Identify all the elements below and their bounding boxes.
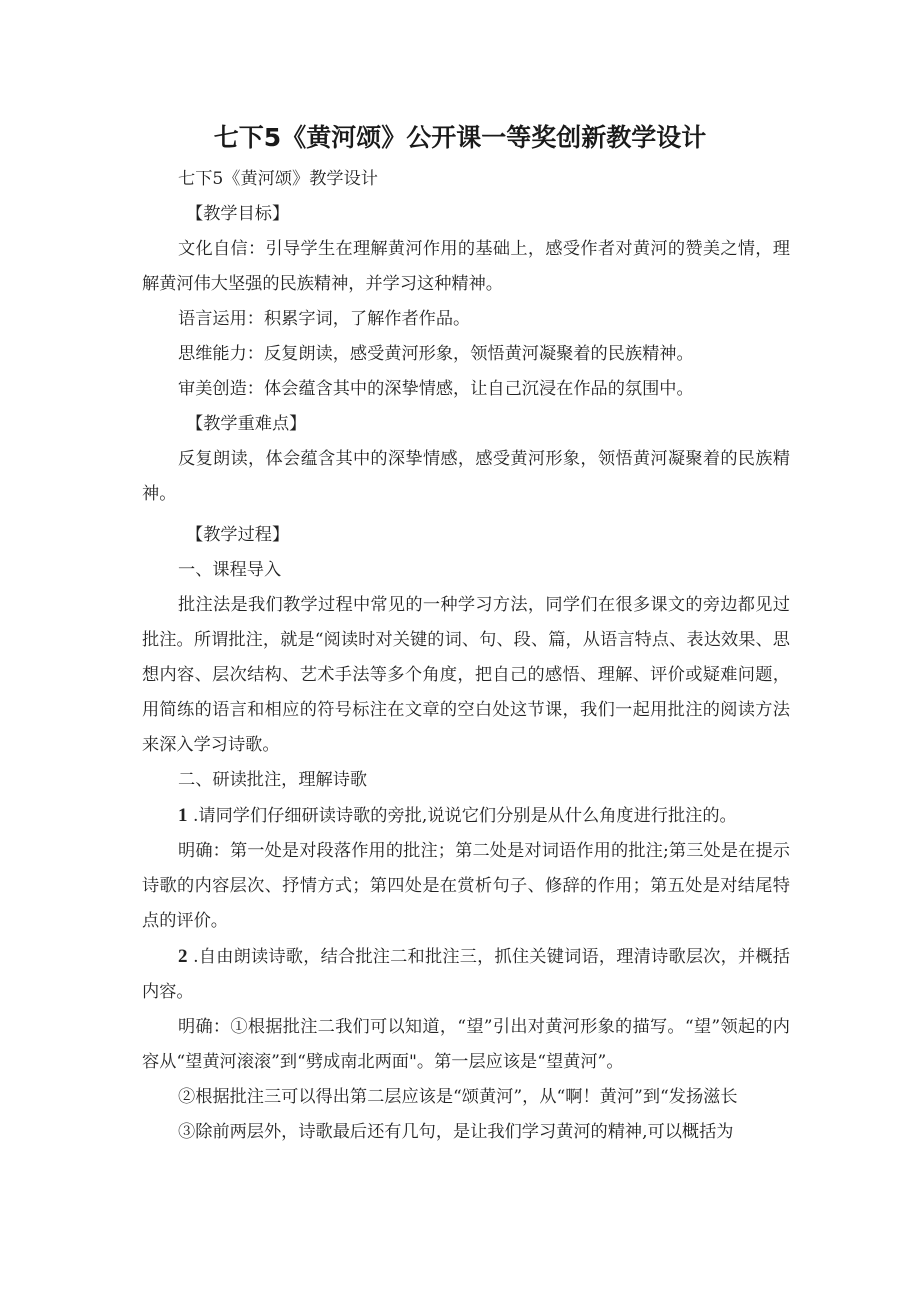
question-2-answer-3: ③除前两层外，诗歌最后还有几句，是让我们学习黄河的精神,可以概括为 (178, 1122, 734, 1142)
heading-key-points: 【教学重难点】 (186, 414, 307, 434)
goal-thinking: 思维能力：反复朗读，感受黄河形象，领悟黄河凝聚着的民族精神。 (178, 344, 694, 364)
question-2-answer-2: ②根据批注三可以得出第二层应该是“颂黄河”，从“啊！黄河”到“发扬滋长 (178, 1087, 738, 1107)
question-2-text: .自由朗读诗歌，结合批注二和批注三，抓住关键词语，理清诗歌层次，并概括内容。 (142, 947, 790, 1002)
question-2 (142, 939, 790, 1010)
goal-language: 语言运用：积累字词，了解作者作品。 (178, 309, 471, 329)
key-points-text: 反复朗读，体会蕴含其中的深挚情感，感受黄河形象，领悟黄河凝聚着的民族精神。 (142, 449, 790, 504)
goal-aesthetic: 审美创造：体会蕴含其中的深挚情感，让自己沉浸在作品的氛围中。 (178, 379, 694, 399)
document-body (142, 162, 790, 1150)
heading-process: 【教学过程】 (186, 525, 290, 545)
document-title: 七下5《黄河颂》公开课一等奖创新教学设计 (213, 123, 707, 152)
question-1-number: 1 (178, 805, 188, 826)
section-2-title: 二、研读批注，理解诗歌 (178, 770, 368, 790)
section-1-paragraph: 批注法是我们教学过程中常见的一种学习方法，同学们在很多课文的旁边都见过批注。所谓批注，就是“阅读时对关键的词、句、段、篇，从语言特点、表达效果、思想内容、层次结构、艺术手法等多个角度，把自己的感悟、理解、评价或疑难问题，用简练的语言和相应的符号标注在文章的空白处这节课，我们一起用批注的阅读方法来深入学习诗歌。 (142, 595, 790, 755)
question-2-answer-1: 明确：①根据批注二我们可以知道，“望”引出对黄河形象的描写。“望”领起的内容从“望黄河滚滚”到“劈成南北两面"。第一层应该是“望黄河”。 (142, 1017, 790, 1072)
question-1 (142, 798, 790, 834)
subtitle: 七下5《黄河颂》教学设计 (178, 169, 378, 189)
question-1-answer: 明确：第一处是对段落作用的批注；第二处是对词语作用的批注;第三处是在提示诗歌的内容层次、抒情方式；第四处是在赏析句子、修辞的作用；第五处是对结尾特点的评价。 (142, 841, 790, 931)
goal-culture: 文化自信：引导学生在理解黄河作用的基础上，感受作者对黄河的赞美之情，理解黄河伟大坚强的民族精神，并学习这种精神。 (142, 239, 790, 294)
heading-goals: 【教学目标】 (186, 204, 290, 224)
question-2-number: 2 (178, 946, 188, 967)
section-1-title: 一、课程导入 (178, 560, 282, 580)
question-1-text: .请同学们仔细研读诗歌的旁批,说说它们分别是从什么角度进行批注的。 (192, 806, 737, 826)
